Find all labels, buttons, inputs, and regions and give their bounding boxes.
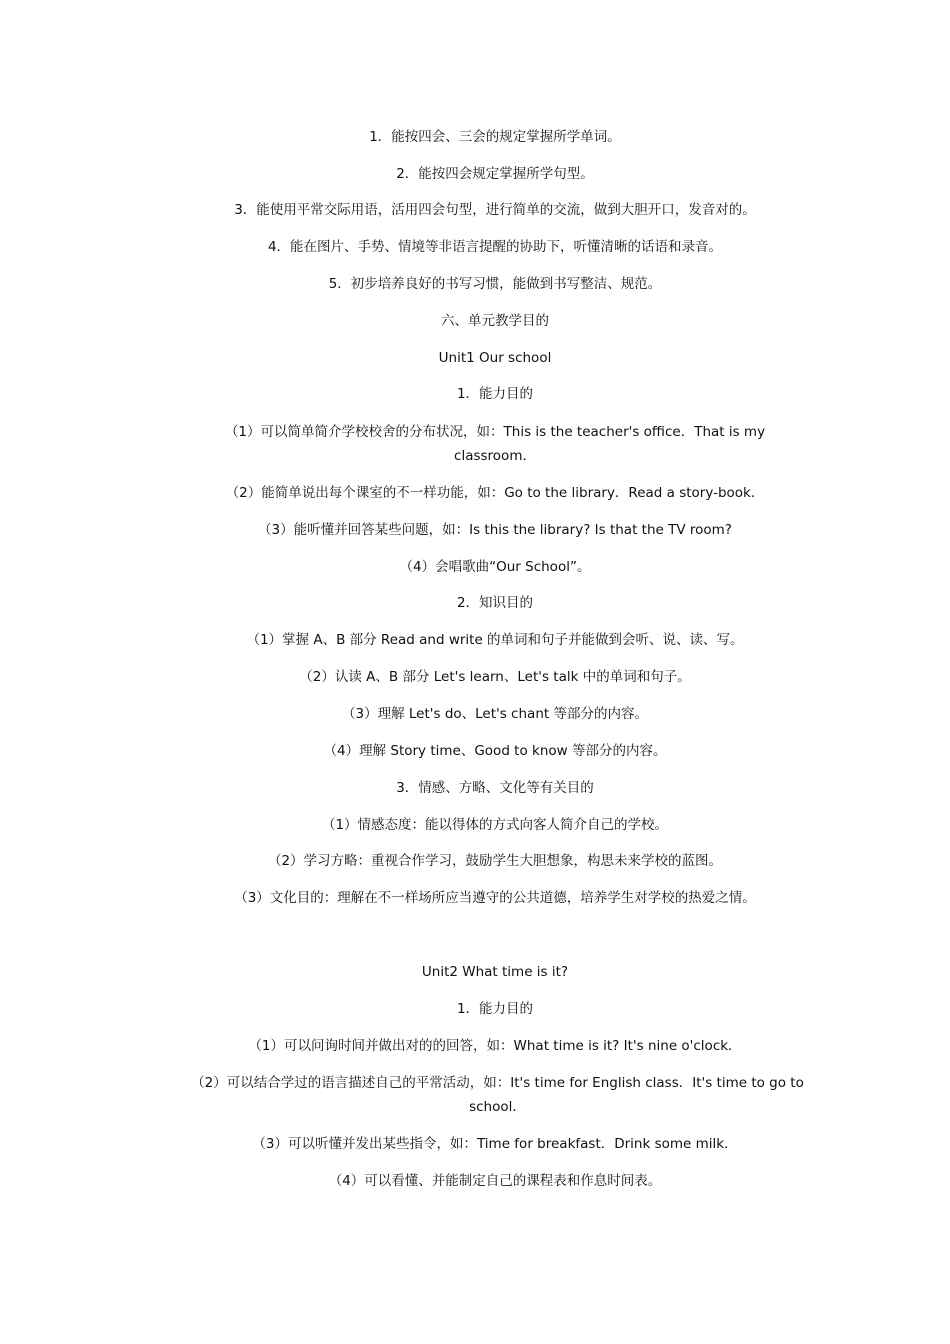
subsection-heading: 1．能力目的 [456, 1001, 534, 1017]
list-item: （4）会唱歌曲“Our School”。 [399, 559, 591, 575]
goal-line-4: 4．能在图片、手势、情境等非语言提醒的协助下，听懂清晰的话语和录音。 [267, 239, 723, 255]
section-heading: 六、单元教学目的 [441, 313, 549, 329]
list-item: （1）掌握 A、B 部分 Read and write 的单词和句子并能做到会听、说、读、写。 [246, 632, 744, 648]
unit-title: Unit1 Our school [438, 350, 552, 366]
list-item: （1）可以简单简介学校校舍的分布状况，如：This is the teacher's office．That is my classroom． [224, 424, 766, 464]
subsection-heading: 2．知识目的 [456, 595, 534, 611]
subsection-heading: 3．情感、方略、文化等有关目的 [396, 780, 594, 796]
list-item: （2）可以结合学过的语言描述自己的平常活动，如：It's time for English class．It's time to go to school． [191, 1075, 804, 1115]
list-item: （2）学习方略：重视合作学习，鼓励学生大胆想象，构思未来学校的蓝图。 [267, 853, 723, 869]
list-item: （4）理解 Story time、Good to know 等部分的内容。 [323, 743, 667, 759]
list-item: （2）能简单说出每个课室的不一样功能，如：Go to the library．Read a story-book． [225, 485, 765, 501]
goal-line-2: 2．能按四会规定掌握所学句型。 [396, 166, 594, 182]
subsection-heading: 1．能力目的 [456, 386, 534, 402]
list-item: （1）情感态度：能以得体的方式向客人简介自己的学校。 [321, 817, 669, 833]
unit-title: Unit2 What time is it? [421, 964, 569, 980]
list-item: （1）可以问询时间并做出对的的回答，如：What time is it? It's nine o'clock． [248, 1038, 742, 1054]
list-item: （3）文化目的：理解在不一样场所应当遵守的公共道德，培养学生对学校的热爱之情。 [234, 890, 756, 906]
list-item: （4）可以看懂、并能制定自己的课程表和作息时间表。 [328, 1173, 662, 1189]
list-item: （2）认读 A、B 部分 Let's learn、Let's talk 中的单词和句子。 [299, 669, 691, 685]
goal-line-1: 1．能按四会、三会的规定掌握所学单词。 [369, 129, 621, 145]
list-item: （3）可以听懂并发出某些指令，如：Time for breakfast．Drink some milk． [252, 1136, 738, 1152]
list-item: （3）能听懂并回答某些问题，如：Is this the library? Is that the TV room? [258, 522, 732, 538]
goal-line-5: 5．初步培养良好的书写习惯，能做到书写整洁、规范。 [328, 276, 662, 292]
list-item: （3）理解 Let's do、Let's chant 等部分的内容。 [342, 706, 648, 722]
goal-line-3: 3．能使用平常交际用语，活用四会句型，进行简单的交流，做到大胆开口，发音对的。 [234, 202, 756, 218]
